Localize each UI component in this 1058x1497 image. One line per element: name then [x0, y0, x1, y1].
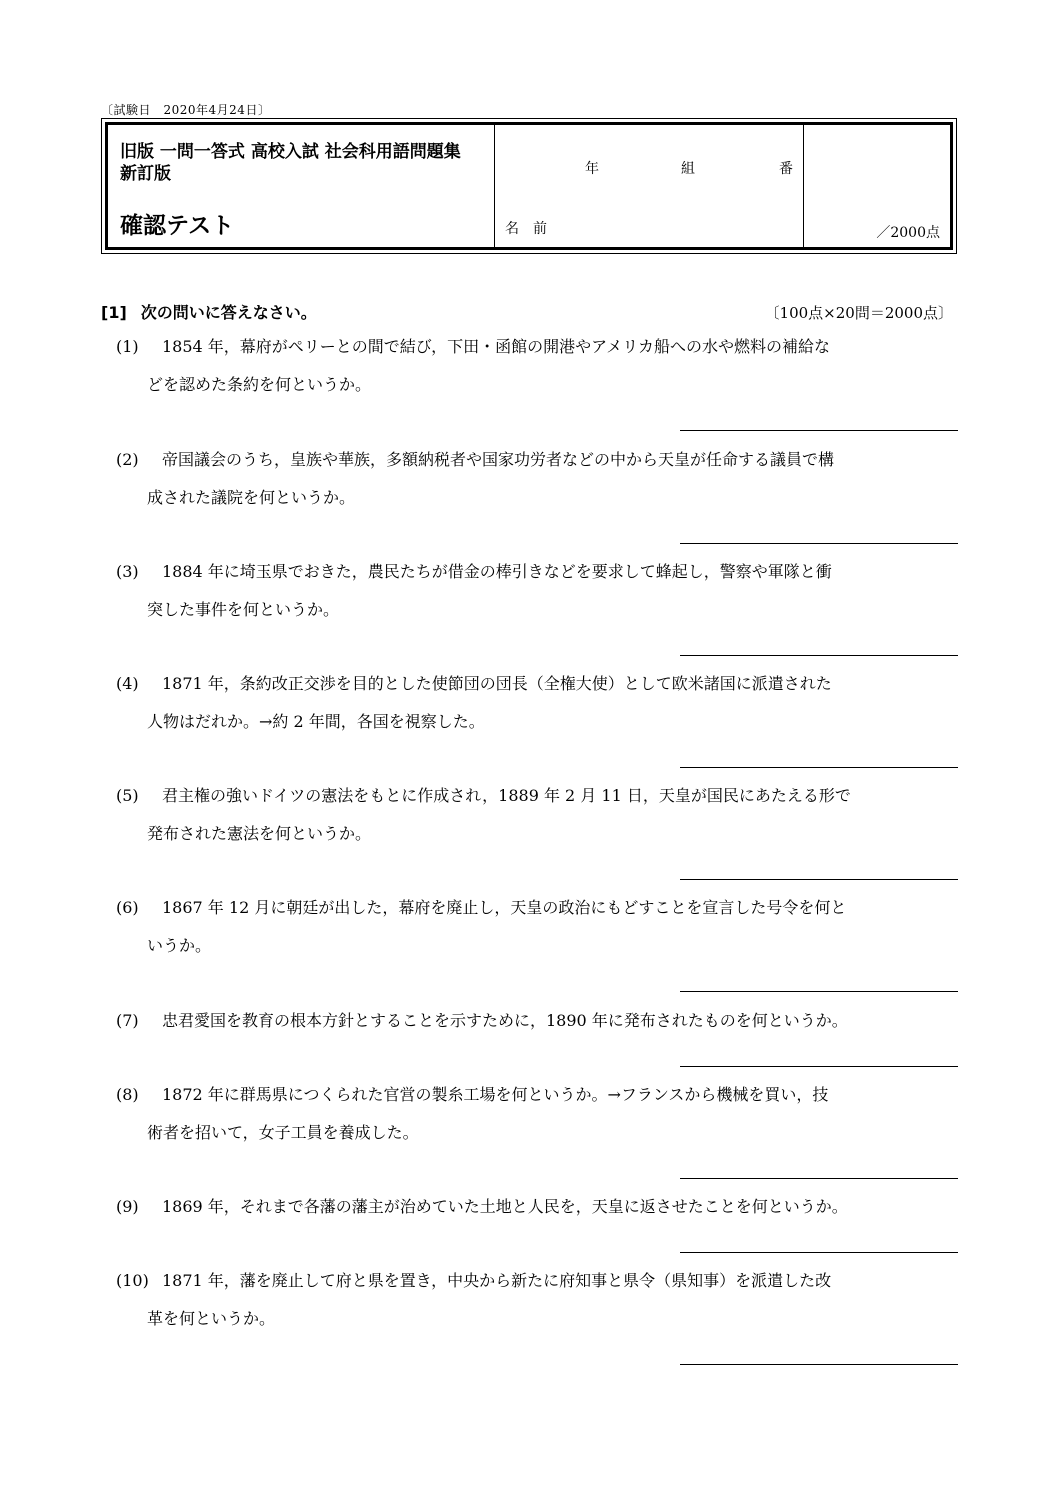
name-label: 名 前 [505, 221, 547, 237]
question-text: 忠君愛国を教育の根本方針とすることを示すために，1890 年に発布されたものを何というか。 [162, 1011, 848, 1030]
name-field[interactable] [495, 204, 803, 247]
answer-line-3[interactable] [680, 655, 958, 656]
question-text: 1869 年，それまで各藩の藩主が治めていた土地と人民を，天皇に返させたことを何というか。 [162, 1197, 848, 1216]
question-text-cont: どを認めた条約を何というか。 [147, 375, 372, 394]
question-text: 1884 年に埼玉県でおきた，農民たちが借金の棒引きなどを要求して蜂起し，警察や軍隊と衝 [162, 562, 832, 581]
number-label: 番 [779, 161, 793, 177]
question-text-cont: 突した事件を何というか。 [147, 600, 340, 619]
book-title: 旧版 一問一答式 高校入試 社会科用語問題集 新訂版 [120, 142, 461, 184]
question-text-cont: 人物はだれか。→約 2 年間，各国を視察した。 [147, 712, 485, 731]
question-text-cont: 術者を招いて，女子工員を養成した。 [147, 1123, 419, 1142]
question-text: 1871 年，条約改正交渉を目的とした使節団の団長（全権大使）として欧米諸国に派遣された [162, 674, 832, 693]
question-number: (5) [116, 786, 139, 805]
question-text-cont: 成された議院を何というか。 [147, 488, 356, 507]
question-text: 1872 年に群馬県につくられた官営の製糸工場を何というか。→フランスから機械を買い，技 [162, 1085, 829, 1104]
answer-line-8[interactable] [680, 1178, 958, 1179]
exam-date: 〔試験日 2020年4月24日〕 [101, 103, 271, 117]
answer-line-10[interactable] [680, 1364, 958, 1365]
question-number: (4) [116, 674, 139, 693]
question-text-cont: 発布された憲法を何というか。 [147, 824, 372, 843]
question-8 [116, 1076, 966, 1152]
header-box [101, 118, 957, 254]
score-field[interactable] [804, 204, 950, 247]
question-number: (6) [116, 898, 139, 917]
answer-line-1[interactable] [680, 430, 958, 431]
section-number: [1] [101, 303, 127, 322]
test-title: 確認テスト [120, 213, 235, 239]
question-text-cont: 革を何というか。 [147, 1309, 276, 1328]
class-info-field[interactable] [495, 125, 803, 204]
score-blank [804, 125, 950, 204]
question-number: (8) [116, 1085, 139, 1104]
scoring-note: 〔100点×20問＝2000点〕 [764, 304, 953, 322]
score-cell [804, 125, 950, 247]
answer-line-4[interactable] [680, 767, 958, 768]
answer-line-9[interactable] [680, 1252, 958, 1253]
question-text-cont: いうか。 [147, 936, 212, 955]
question-text: 1854 年，幕府がペリーとの間で結び，下田・函館の開港やアメリカ船への水や燃料の補給な [162, 337, 831, 356]
question-7 [116, 1002, 966, 1040]
question-2 [116, 441, 966, 517]
question-number: (10) [116, 1271, 149, 1290]
score-total: ／2000点 [876, 225, 940, 241]
question-9 [116, 1188, 966, 1226]
answer-line-6[interactable] [680, 991, 958, 992]
question-text: 1867 年 12 月に朝廷が出した，幕府を廃止し，天皇の政治にもどすことを宣言した号令を何と [162, 898, 847, 917]
question-1 [116, 328, 966, 404]
question-number: (7) [116, 1011, 139, 1030]
class-label: 組 [681, 161, 695, 177]
question-text: 1871 年，藩を廃止して府と県を置き，中央から新たに府知事と県令（県知事）を派遣した改 [162, 1271, 832, 1290]
question-4 [116, 665, 966, 741]
answer-line-5[interactable] [680, 879, 958, 880]
question-10 [116, 1262, 966, 1338]
answer-line-2[interactable] [680, 543, 958, 544]
question-number: (3) [116, 562, 139, 581]
question-number: (9) [116, 1197, 139, 1216]
question-3 [116, 553, 966, 629]
section-instruction: 次の問いに答えなさい。 [140, 303, 317, 322]
year-label: 年 [585, 161, 599, 177]
student-info-cell [495, 125, 804, 247]
section-heading [101, 300, 317, 323]
question-text: 君主権の強いドイツの憲法をもとに作成され，1889 年 2 月 11 日，天皇が国民にあたえる形で [162, 786, 851, 805]
question-number: (1) [116, 337, 139, 356]
question-number: (2) [116, 450, 139, 469]
header-table [105, 122, 953, 250]
question-text: 帝国議会のうち，皇族や華族，多額納税者や国家功労者などの中から天皇が任命する議員で構 [162, 450, 835, 469]
question-6 [116, 889, 966, 965]
title-cell [108, 125, 495, 247]
question-5 [116, 777, 966, 853]
answer-line-7[interactable] [680, 1066, 958, 1067]
